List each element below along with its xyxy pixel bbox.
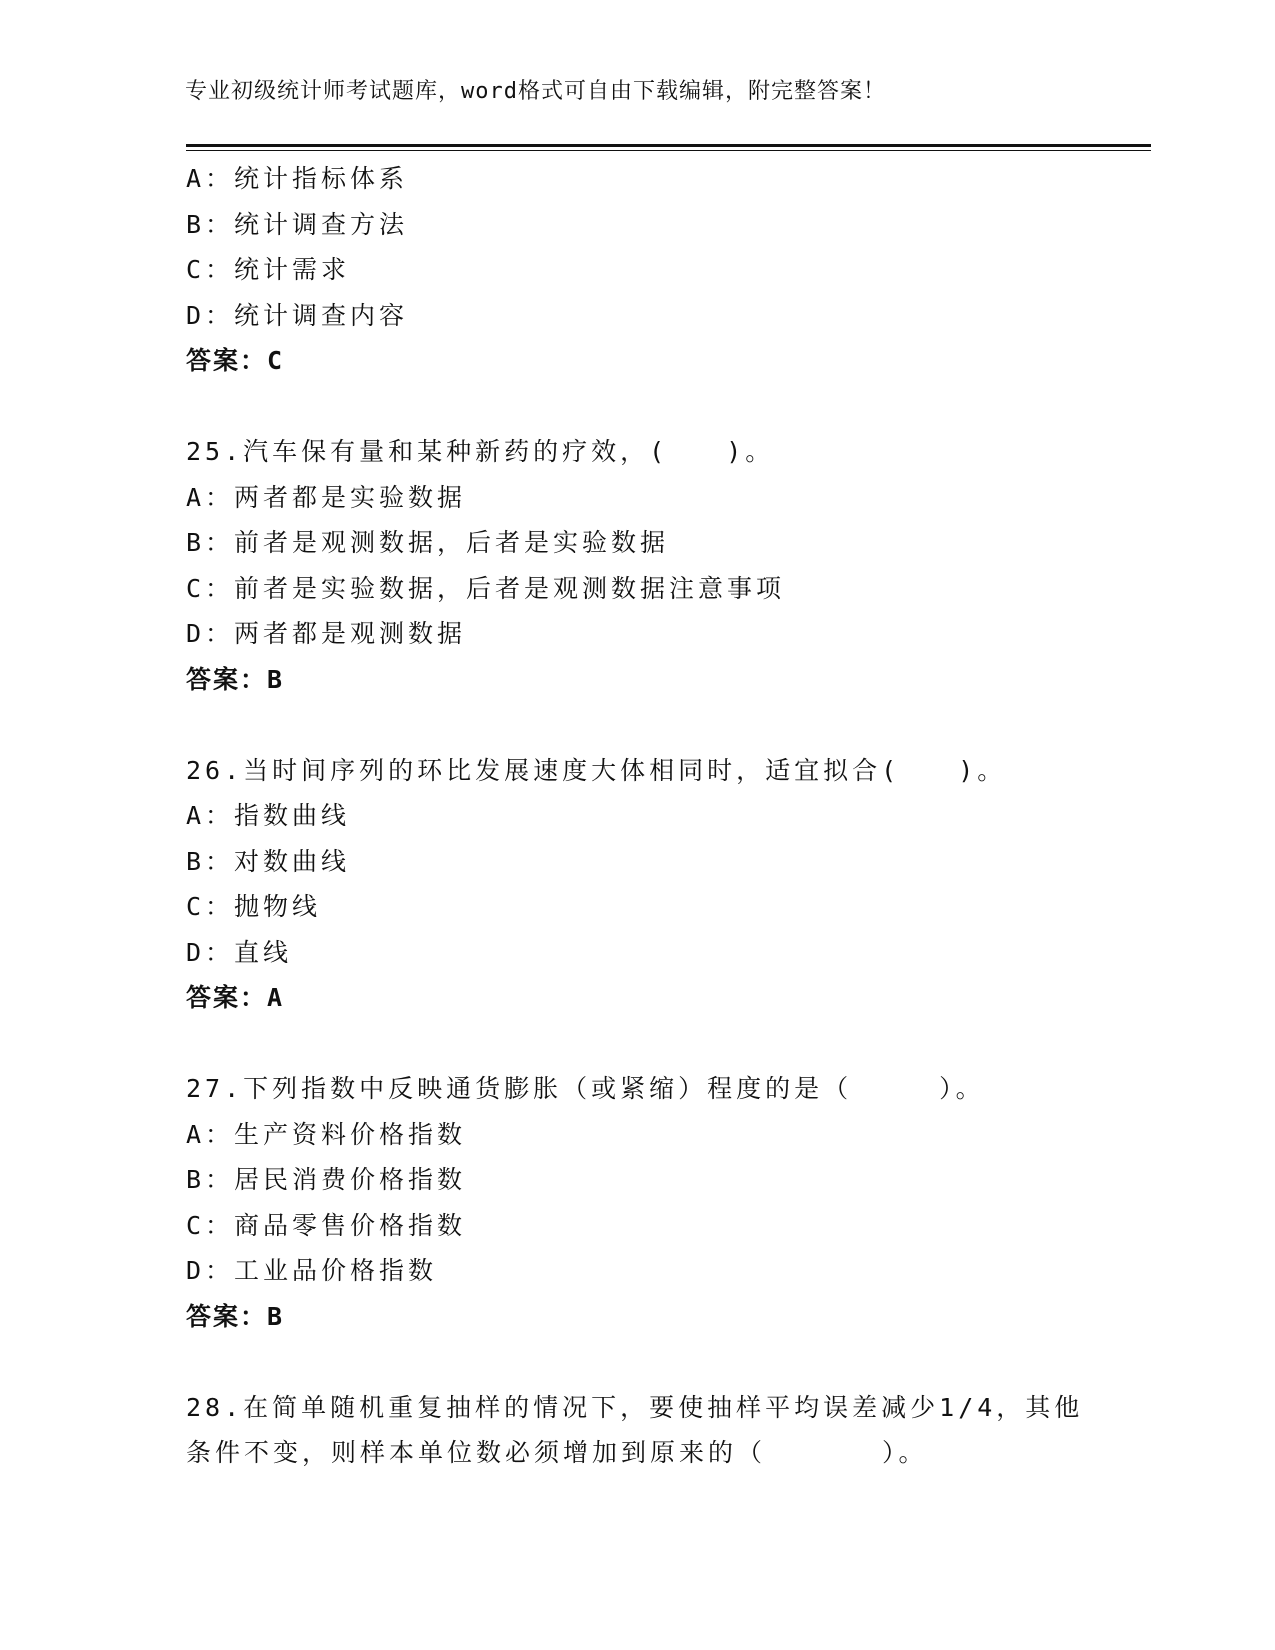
option-b: B：统计调查方法 [186,209,409,239]
question-block-24 [186,156,1146,384]
option-d: D：工业品价格指数 [186,1256,438,1285]
option-c: C：抛物线 [186,892,322,921]
answer-value: A [267,983,285,1012]
option-d: D：统计调查内容 [186,300,409,330]
answer-value: B [267,664,285,694]
header-divider-thin [186,150,1151,151]
answer-line [186,1294,1146,1340]
page-header: 专业初级统计师考试题库，word格式可自由下载编辑，附完整答案！ [185,79,886,104]
question-block-28 [186,1385,1146,1476]
question-stem-line-1: 28.在简单随机重复抽样的情况下，要使抽样平均误差减少1/4，其他 [186,1392,1084,1422]
answer-label: 答案： [186,1301,268,1331]
spacer [186,702,1146,748]
option-d: D：直线 [186,937,293,967]
option-b: B：对数曲线 [186,846,351,876]
header-divider-thick [186,144,1151,147]
option-d: D：两者都是观测数据 [186,619,467,648]
option-a: A：生产资料价格指数 [186,1119,467,1149]
question-block-26 [186,748,1146,1021]
answer-line [186,975,1146,1021]
question-stem: 26.当时间序列的环比发展速度大体相同时，适宜拟合( )。 [186,755,1007,785]
spacer [186,1339,1146,1385]
option-c: C：统计需求 [186,255,351,284]
question-block-27 [186,1066,1146,1339]
question-stem-line-2: 条件不变，则样本单位数必须增加到原来的（ ）。 [186,1438,928,1467]
answer-label: 答案： [186,983,268,1012]
option-a: A：两者都是实验数据 [186,482,467,512]
question-stem: 27.下列指数中反映通货膨胀（或紧缩）程度的是（ ）。 [186,1074,985,1103]
spacer [186,384,1146,430]
answer-label: 答案： [186,346,268,375]
answer-label: 答案： [186,664,268,694]
option-b: B：前者是观测数据，后者是实验数据 [186,528,670,557]
option-c: C：商品零售价格指数 [186,1210,467,1240]
answer-line [186,657,1146,703]
option-b: B：居民消费价格指数 [186,1165,467,1194]
answer-value: C [267,346,285,375]
option-a: A：统计指标体系 [186,164,409,193]
option-a: A：指数曲线 [186,801,351,830]
option-c: C：前者是实验数据，后者是观测数据注意事项 [186,573,786,603]
question-stem: 25.汽车保有量和某种新药的疗效，( )。 [186,437,775,466]
answer-line [186,338,1146,384]
answer-value: B [267,1301,285,1331]
question-block-25 [186,429,1146,702]
question-list [186,156,1146,1476]
spacer [186,1021,1146,1067]
